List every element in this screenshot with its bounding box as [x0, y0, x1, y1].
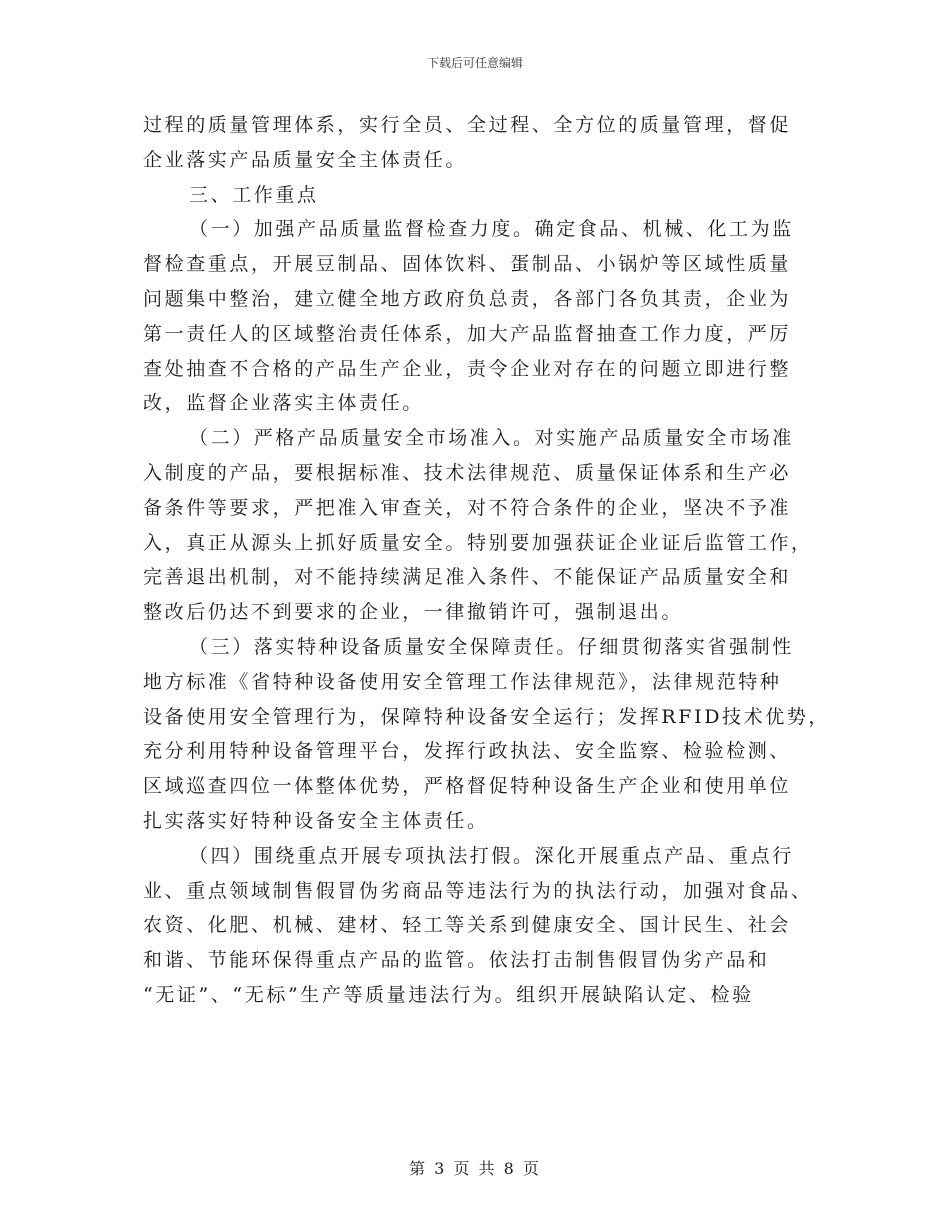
text-line: 督检查重点，开展豆制品、固体饮料、蛋制品、小锅炉等区域性质量	[143, 253, 792, 276]
text-line: 入制度的产品，要根据标准、技术法律规范、质量保证体系和生产必	[143, 461, 792, 484]
text-line: 三、工作重点	[189, 183, 319, 206]
text-line: 企业落实产品质量安全主体责任。	[143, 148, 468, 171]
text-line: 整改后仍达不到要求的企业，一律撤销许可，强制退出。	[143, 601, 684, 624]
text-line: 农资、化肥、机械、建材、轻工等关系到健康安全、国计民生、社会	[143, 914, 792, 937]
text-line: 第一责任人的区域整治责任体系，加大产品监督抽查工作力度，严厉	[143, 322, 792, 345]
text-line: 入，真正从源头上抓好质量安全。特别要加强获证企业证后监管工作，	[143, 531, 813, 554]
text-line: （二）严格产品质量安全市场准入。对实施产品质量安全市场准	[189, 427, 794, 450]
text-line: 改，监督企业落实主体责任。	[143, 392, 424, 415]
text-line: 查处抽查不合格的产品生产企业，责令企业对存在的问题立即进行整	[143, 357, 792, 380]
text-line: “无证”、“无标”生产等质量违法行为。组织开展缺陷认定、检验	[143, 983, 754, 1006]
text-line: 完善退出机制，对不能持续满足准入条件、不能保证产品质量安全和	[143, 566, 792, 589]
text-line: 设备使用安全管理行为，保障特种设备安全运行；发挥RFID技术优势，	[143, 705, 831, 728]
text-line: 充分利用特种设备管理平台，发挥行政执法、安全监察、检验检测、	[143, 740, 792, 763]
text-line: 区域巡查四位一体整体优势，严格督促特种设备生产企业和使用单位	[143, 775, 792, 798]
text-line: 备条件等要求，严把准入审查关，对不符合条件的企业，坚决不予准	[143, 496, 792, 519]
text-line: 和谐、节能环保得重点产品的监管。依法打击制售假冒伪劣产品和	[143, 949, 770, 972]
page-header: 下载后可任意编辑	[426, 56, 523, 70]
text-line: （一）加强产品质量监督检查力度。确定食品、机械、化工为监	[189, 218, 794, 241]
text-line: （三）落实特种设备质量安全保障责任。仔细贯彻落实省强制性	[189, 635, 794, 658]
text-line: 问题集中整治，建立健全地方政府负总责，各部门各负其责，企业为	[143, 287, 792, 310]
text-line: 业、重点领域制售假冒伪劣商品等违法行为的执法行动，加强对食品、	[143, 879, 813, 902]
text-line: 扎实落实好特种设备安全主体责任。	[143, 809, 489, 832]
text-line: （四）围绕重点开展专项执法打假。深化开展重点产品、重点行	[189, 844, 794, 867]
document-body	[143, 108, 843, 1013]
text-line: 过程的质量管理体系，实行全员、全过程、全方位的质量管理，督促	[143, 114, 792, 136]
page-footer: 第 3 页 共 8 页	[409, 1159, 541, 1178]
text-line: 地方标准《省特种设备使用安全管理工作法律规范》，法律规范特种	[143, 670, 782, 693]
